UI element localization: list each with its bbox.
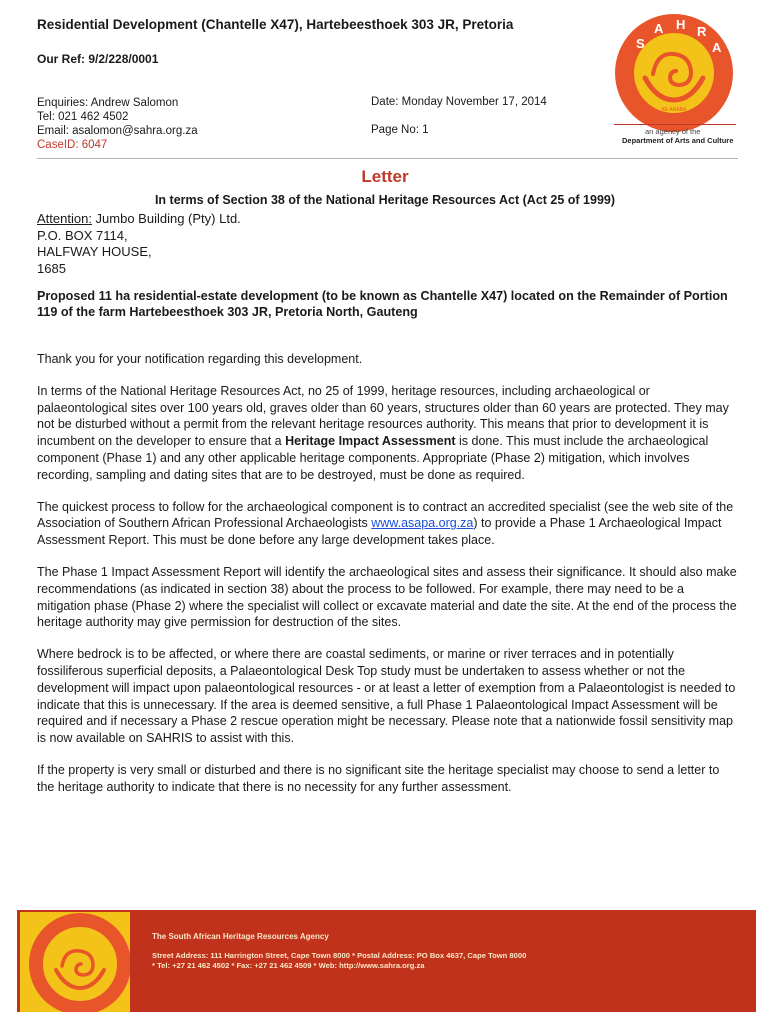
paragraph-text: The quickest process to follow for the archaeological component is to contract an accredited specialist (see the web site of the Association of Southern African Professional Archaeologists xyxy=(37,499,734,531)
logo-letter-h: H xyxy=(676,17,686,32)
attention-label: Attention: xyxy=(37,211,92,226)
department-label: Department of Arts and Culture xyxy=(622,136,734,145)
address-line: P.O. BOX 7114, xyxy=(37,227,128,243)
paragraph-text: In terms of the National Heritage Resources Act, no 25 of 1999, heritage resources, including archaeological or palaeontological sites over 100 years old, graves older than 60 years, structures older than 60 years are protected. They may not be disturbed without a permit from the relevant heritage resources authority. This means that prior to development it is incumbent on the developer to ensure that a xyxy=(37,383,729,449)
logo-letter-a: A xyxy=(654,21,664,36)
header-divider xyxy=(37,158,738,159)
paragraph-text: is done. This must include the archaeological component (Phase 1) and any other applicable heritage components. Appropriate (Phase 2) mitigation, which involves recording, sampling and dating sites that are to be destroyed, must be done as required. xyxy=(37,434,709,482)
logo-letter-a2: A xyxy=(712,40,722,55)
paragraph: If the property is very small or disturbed and there is no significant site the heritage specialist may choose to send a letter to the heritage authority to indicate that there is no necessity for any further assessment. xyxy=(37,762,720,794)
address-line: 1685 xyxy=(37,260,66,276)
our-ref: Our Ref: 9/2/228/0001 xyxy=(37,52,159,66)
paragraph xyxy=(37,499,737,549)
logo-inner-text: KE ARABA xyxy=(661,107,687,113)
paragraph xyxy=(37,383,737,484)
enquiries-contact: Enquiries: Andrew Salomon xyxy=(37,97,179,109)
enquiries-tel: Tel: 021 462 4502 xyxy=(37,111,129,123)
letter-heading: Letter xyxy=(361,167,409,186)
case-id: CaseID: 6047 xyxy=(37,139,108,151)
attention-name: Jumbo Building (Pty) Ltd. xyxy=(91,211,241,226)
agency-of-label: an agency of the xyxy=(645,127,701,136)
asapa-link[interactable]: www.asapa.org.za xyxy=(371,516,474,531)
logo-letter-s: S xyxy=(636,36,645,51)
address-line: HALFWAY HOUSE, xyxy=(37,244,152,260)
letter-body xyxy=(37,351,737,811)
enquiries-block xyxy=(37,96,198,152)
document-title: Residential Development (Chantelle X47), Hartebeesthoek 303 JR, Pretoria xyxy=(37,17,514,32)
paragraph: Thank you for your notification regarding this development. xyxy=(37,352,363,366)
agency-divider xyxy=(614,124,736,125)
footer-sahra-logo xyxy=(20,912,130,1012)
footer-contact-line: * Tel: +27 21 462 4502 * Fax: +27 21 462 4509 * Web: http://www.sahra.org.za xyxy=(152,961,425,970)
letter-subject: Proposed 11 ha residential-estate development (to be known as Chantelle X47) located on the Remainder of Portion 119 of the farm Hartebeesthoek 303 JR, Pretoria North, Gauteng xyxy=(37,289,728,319)
enquiries-email: Email: asalomon@sahra.org.za xyxy=(37,125,198,137)
paragraph: The Phase 1 Impact Assessment Report will identify the archaeological sites and assess their significance. It should also make recommendations (as indicated in section 38) about the process to be followed. For example, there may need to be a mitigation phase (Phase 2) where the specialist will collect or excavate material and date the site. At the end of the process the heritage authority may give permission for destruction of the sites. xyxy=(37,564,737,630)
letter-date: Date: Monday November 17, 2014 xyxy=(371,96,547,108)
paragraph-text: ) to provide a Phase 1 Archaeological Impact Assessment Report. This must be done before any large development takes place. xyxy=(37,516,722,548)
logo-letter-r: R xyxy=(697,24,707,39)
sahra-logo xyxy=(613,12,735,134)
recipient-address xyxy=(37,211,241,277)
section-reference: In terms of Section 38 of the National Heritage Resources Act (Act 25 of 1999) xyxy=(154,193,616,207)
paragraph: Where bedrock is to be affected, or where there are coastal sediments, or marine or river terraces and in potentially fossiliferous superficial deposits, a Palaeontological Desk Top study must be undertaken to assess whether or not the development will impact upon palaeontological resources - or at least a letter of exemption from a Palaeontologist is needed to indicate that this is unnecessary. If the area is deemed sensitive, a full Phase 1 Palaeontological Impact Assessment will be required and if necessary a Phase 2 rescue operation might be necessary. Please note that a nationwide fossil sensitivity map is now available on SAHRIS to assist with this. xyxy=(37,647,736,746)
hia-emphasis: Heritage Impact Assessment xyxy=(285,434,456,449)
page-number: Page No: 1 xyxy=(371,124,429,136)
footer-street-address: Street Address: 111 Harrington Street, Cape Town 8000 * Postal Address: PO Box 4637, Cape Town 8000 xyxy=(152,951,527,960)
footer-agency-name: The South African Heritage Resources Agency xyxy=(152,932,329,941)
